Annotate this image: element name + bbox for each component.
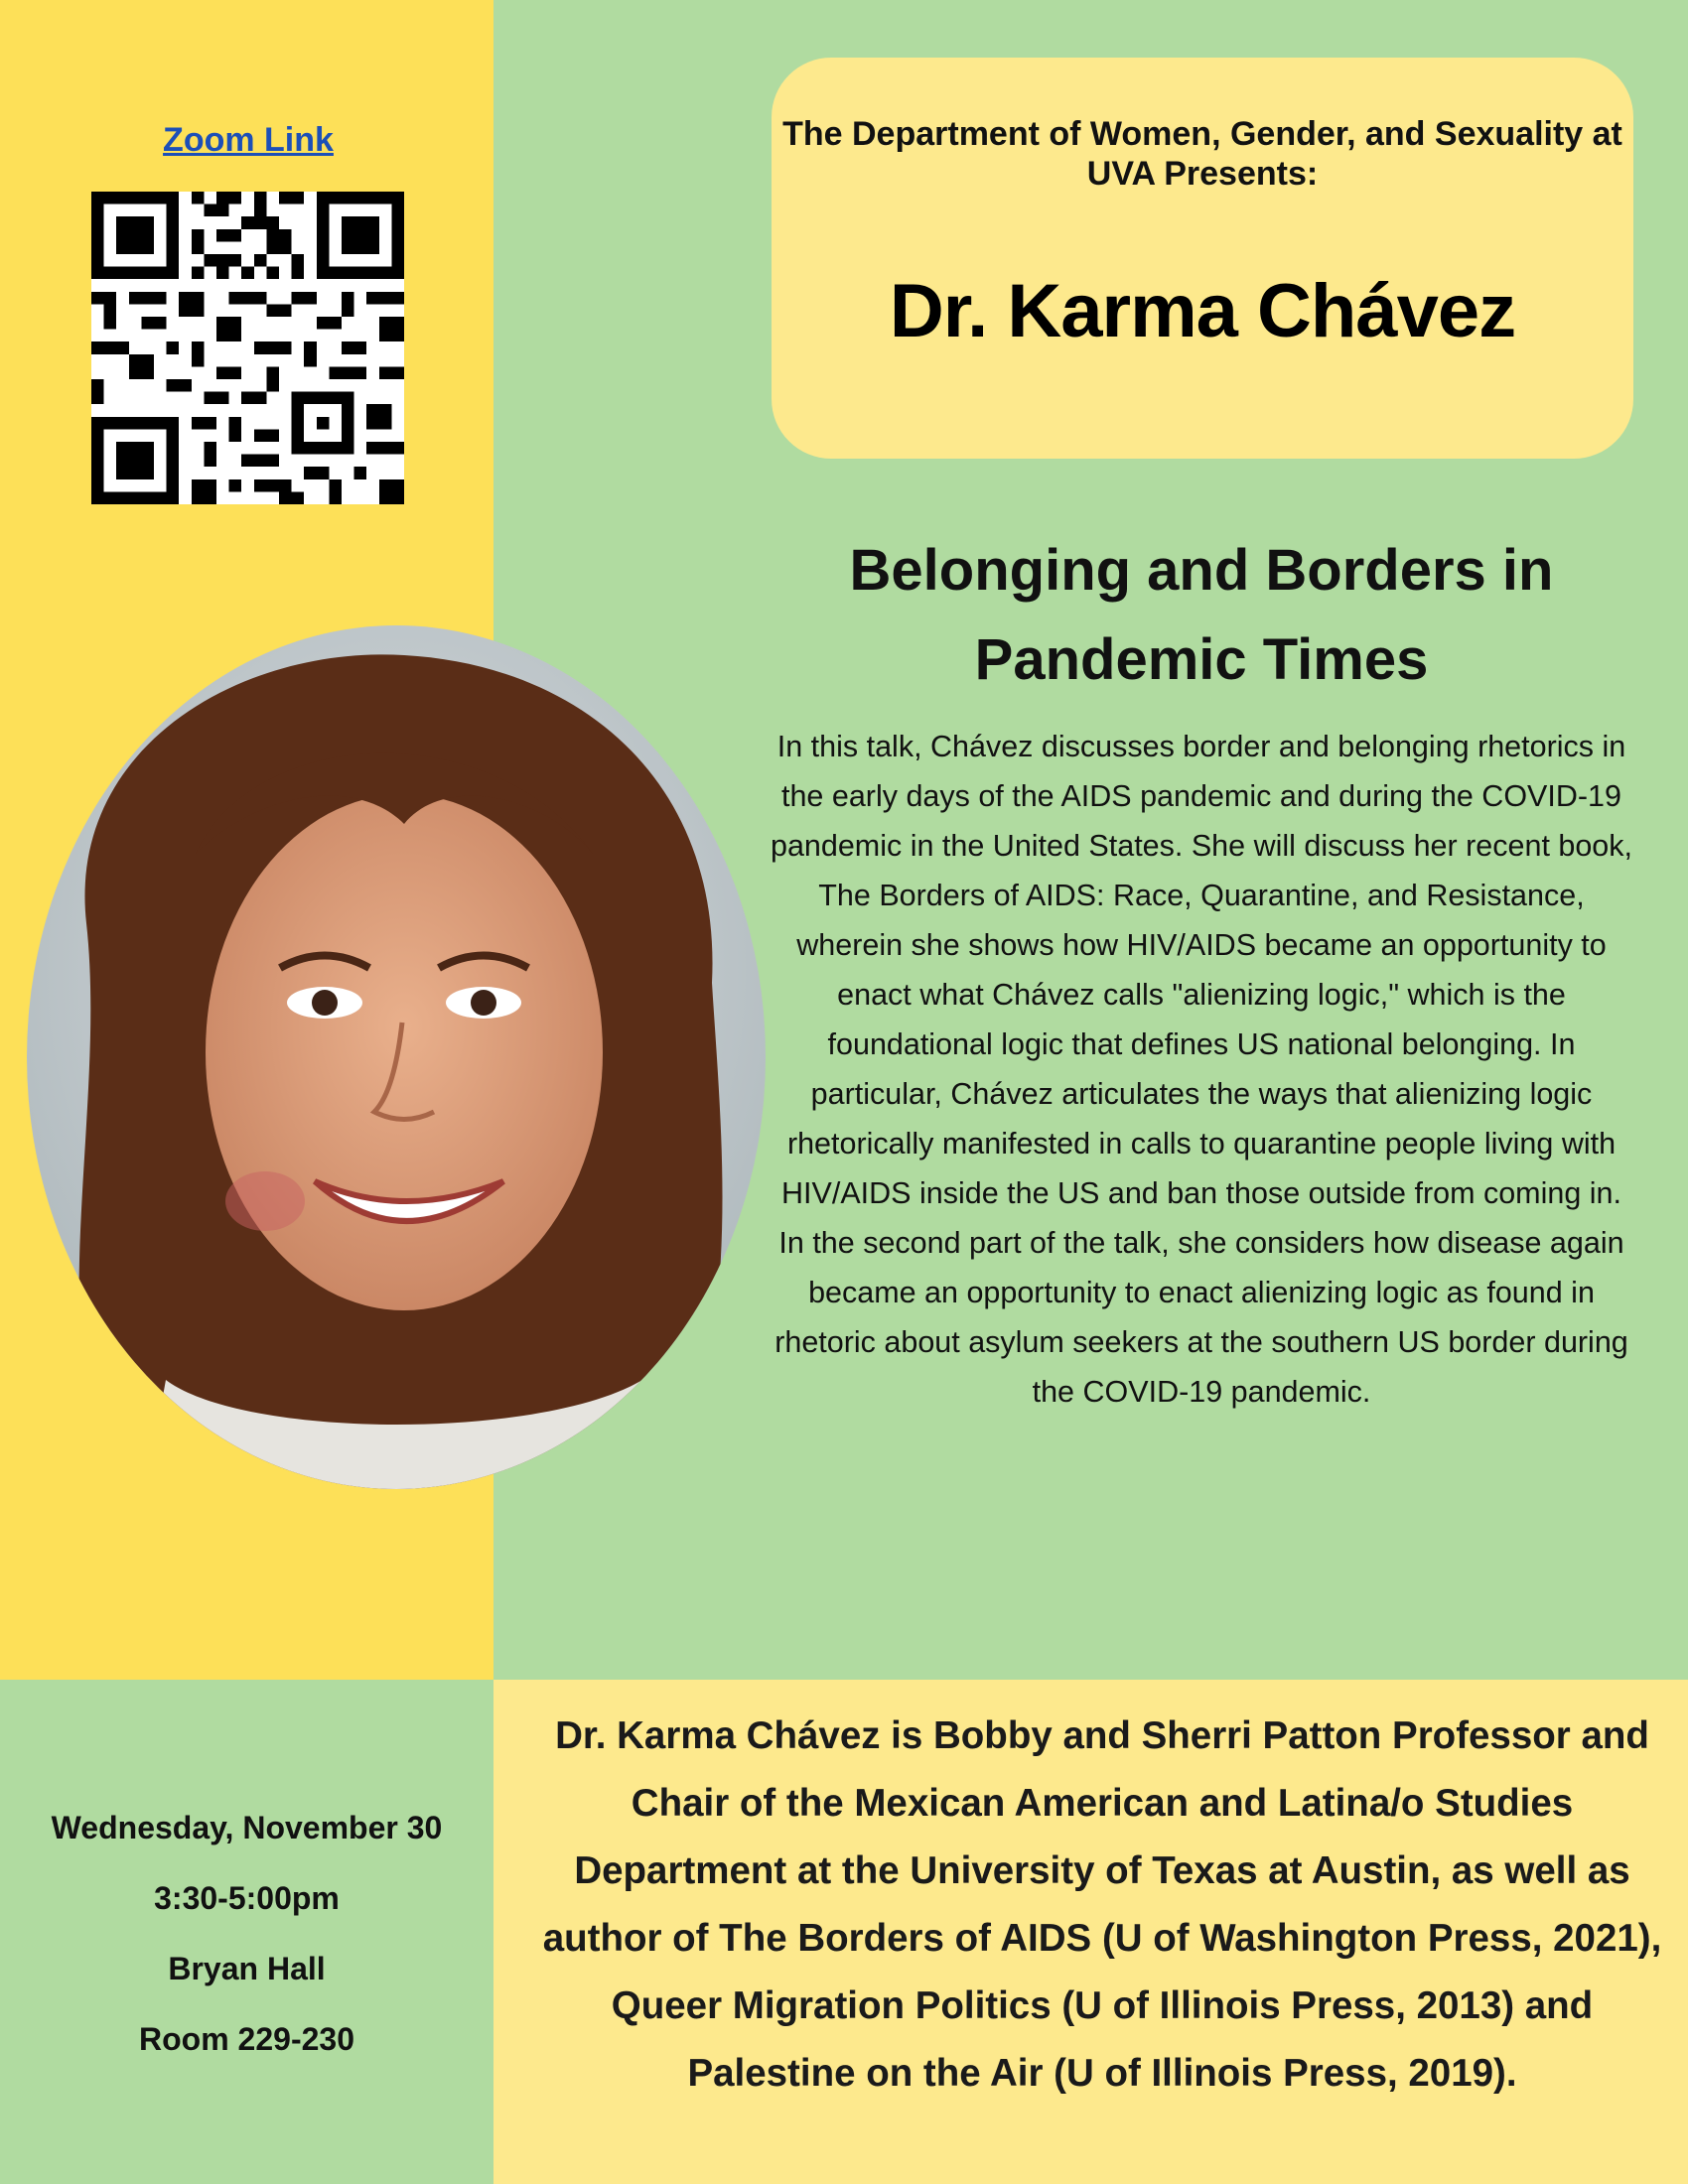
- speaker-bio: Dr. Karma Chávez is Bobby and Sherri Patton Professor and Chair of the Mexican American and Latina/o Studies Department at the University of Texas at Austin, as well as author of The Borders of AIDS (U of Washington Press, 2021), Queer Migration Politics (U of Illinois Press, 2013) and Palestine on the Air (U of Illinois Press, 2019).: [542, 1714, 1662, 2095]
- speaker-name: Dr. Karma Chávez: [889, 269, 1516, 353]
- speaker-photo: [27, 625, 767, 1489]
- talk-abstract: In this talk, Chávez discusses border and belonging rhetorics in the early days of the AIDS pandemic and during the COVID-19 pandemic in the United States. She will discuss her recent book, The Borders of AIDS: Race, Quarantine, and Resistance, wherein she shows how HIV/AIDS became an opportunity to enact what Chávez calls "alienizing logic," which is the foundational logic that defines US national belonging. In particular, Chávez articulates the ways that alienizing logic rhetorically manifested in calls to quarantine people living with HIV/AIDS inside the US and ban those outside from coming in. In the second part of the talk, she considers how disease again became an opportunity to enact alienizing logic as found in rhetoric about asylum seekers at the southern US border during the COVID-19 pandemic.: [770, 730, 1632, 1409]
- zoom-link[interactable]: Zoom Link: [163, 121, 334, 159]
- presenter-line: The Department of Women, Gender, and Sexuality at UVA Presents:: [782, 115, 1622, 193]
- talk-title: Belonging and Borders in Pandemic Times: [849, 538, 1554, 692]
- event-info: [0, 1793, 493, 2075]
- event-room: Room 229-230: [139, 2021, 354, 2057]
- event-date: Wednesday, November 30: [51, 1810, 443, 1845]
- event-building: Bryan Hall: [168, 1951, 326, 1986]
- qr-code[interactable]: [91, 192, 404, 504]
- event-time: 3:30-5:00pm: [154, 1880, 340, 1916]
